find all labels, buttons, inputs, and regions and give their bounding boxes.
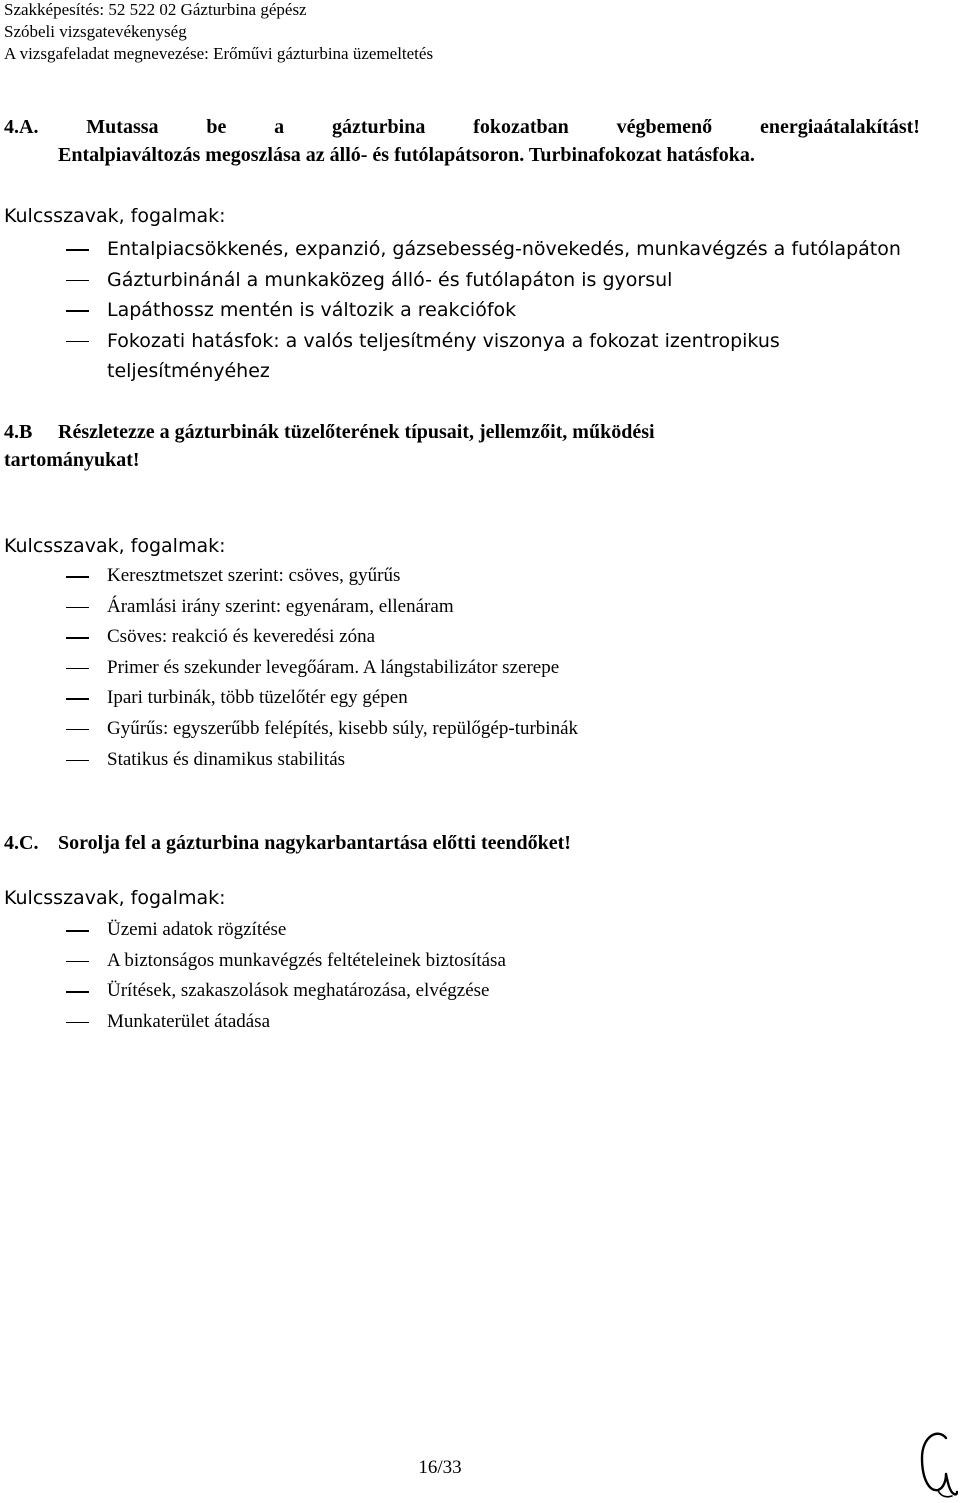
list-item: Primer és szekunder levegőáram. A lángstabilizátor szerepe [66, 653, 906, 684]
list-item: Üzemi adatok rögzítése [66, 915, 906, 946]
list-item: Munkaterület átadása [66, 1007, 906, 1038]
header-qualification: Szakképesítés: 52 522 02 Gázturbina gépész [4, 0, 307, 19]
dash-bullet-icon [66, 760, 89, 762]
section-b-number: 4.B [4, 421, 33, 443]
section-b-keywords-label: Kulcsszavak, fogalmak: [4, 535, 226, 557]
dash-bullet-icon [66, 310, 89, 312]
dash-bullet-icon [66, 930, 89, 932]
handwritten-signature-icon [916, 1428, 958, 1500]
section-a-title-line2: Entalpiaváltozás megoszlása az álló- és futólapátsoron. Turbinafokozat hatásfoka. [58, 144, 755, 166]
section-c-keywords-label: Kulcsszavak, fogalmak: [4, 887, 226, 909]
list-item: Áramlási irány szerint: egyenáram, ellenáram [66, 592, 906, 623]
page-number: 16/33 [418, 1457, 462, 1478]
section-a-number: 4.A. [4, 116, 39, 138]
section-b-title-line1: 4.B Részletezze a gázturbinák tüzelőterének típusait, jellemzőit, működési [4, 418, 924, 446]
dash-bullet-icon [66, 637, 89, 639]
section-a-title [4, 113, 924, 169]
list-item: Ipari turbinák, több tüzelőtér egy gépen [66, 683, 906, 714]
dash-bullet-icon [66, 991, 89, 993]
section-b-title-line2: tartományukat! [4, 449, 140, 471]
dash-bullet-icon [66, 607, 89, 609]
list-item: Statikus és dinamikus stabilitás [66, 745, 906, 776]
dash-bullet-icon [66, 280, 89, 282]
list-item: Keresztmetszet szerint: csöves, gyűrűs [66, 561, 906, 592]
header-exam-activity: Szóbeli vizsgatevékenység [4, 22, 187, 41]
section-b-title [4, 418, 924, 474]
section-c-title [4, 829, 924, 857]
dash-bullet-icon [66, 576, 89, 578]
dash-bullet-icon [66, 698, 89, 700]
dash-bullet-icon [66, 668, 89, 670]
section-a-keyword-list [66, 234, 906, 387]
list-item: Gázturbinánál a munkaközeg álló- és futólapáton is gyorsul [66, 265, 906, 296]
dash-bullet-icon [66, 1022, 89, 1024]
dash-bullet-icon [66, 961, 89, 963]
list-item: Fokozati hatásfok: a valós teljesítmény viszonya a fokozat izentropikus teljesítményéhez [66, 326, 787, 387]
section-c-number: 4.C. [4, 832, 39, 854]
list-item: Entalpiacsökkenés, expanzió, gázsebesség-növekedés, munkavégzés a futólapáton [66, 234, 906, 265]
section-b-keyword-list [66, 561, 906, 775]
section-c-title-line1: 4.C. Sorolja fel a gázturbina nagykarbantartása előtti teendőket! [4, 829, 924, 857]
section-a-title-line1: 4.A. Mutassa be a gázturbina fokozatban végbemenő energiaátalakítást! [4, 113, 920, 141]
list-item: A biztonságos munkavégzés feltételeinek biztosítása [66, 946, 906, 977]
header-task-name: A vizsgafeladat megnevezése: Erőművi gázturbina üzemeltetés [4, 44, 434, 63]
section-a-keywords-label: Kulcsszavak, fogalmak: [4, 205, 226, 227]
list-item: Gyűrűs: egyszerűbb felépítés, kisebb súly, repülőgép-turbinák [66, 714, 906, 745]
dash-bullet-icon [66, 249, 89, 251]
dash-bullet-icon [66, 341, 89, 343]
dash-bullet-icon [66, 729, 89, 731]
list-item: Csöves: reakció és keveredési zóna [66, 622, 906, 653]
list-item: Ürítések, szakaszolások meghatározása, elvégzése [66, 976, 906, 1007]
list-item: Lapáthossz mentén is változik a reakciófok [66, 295, 906, 326]
section-c-keyword-list [66, 915, 906, 1037]
